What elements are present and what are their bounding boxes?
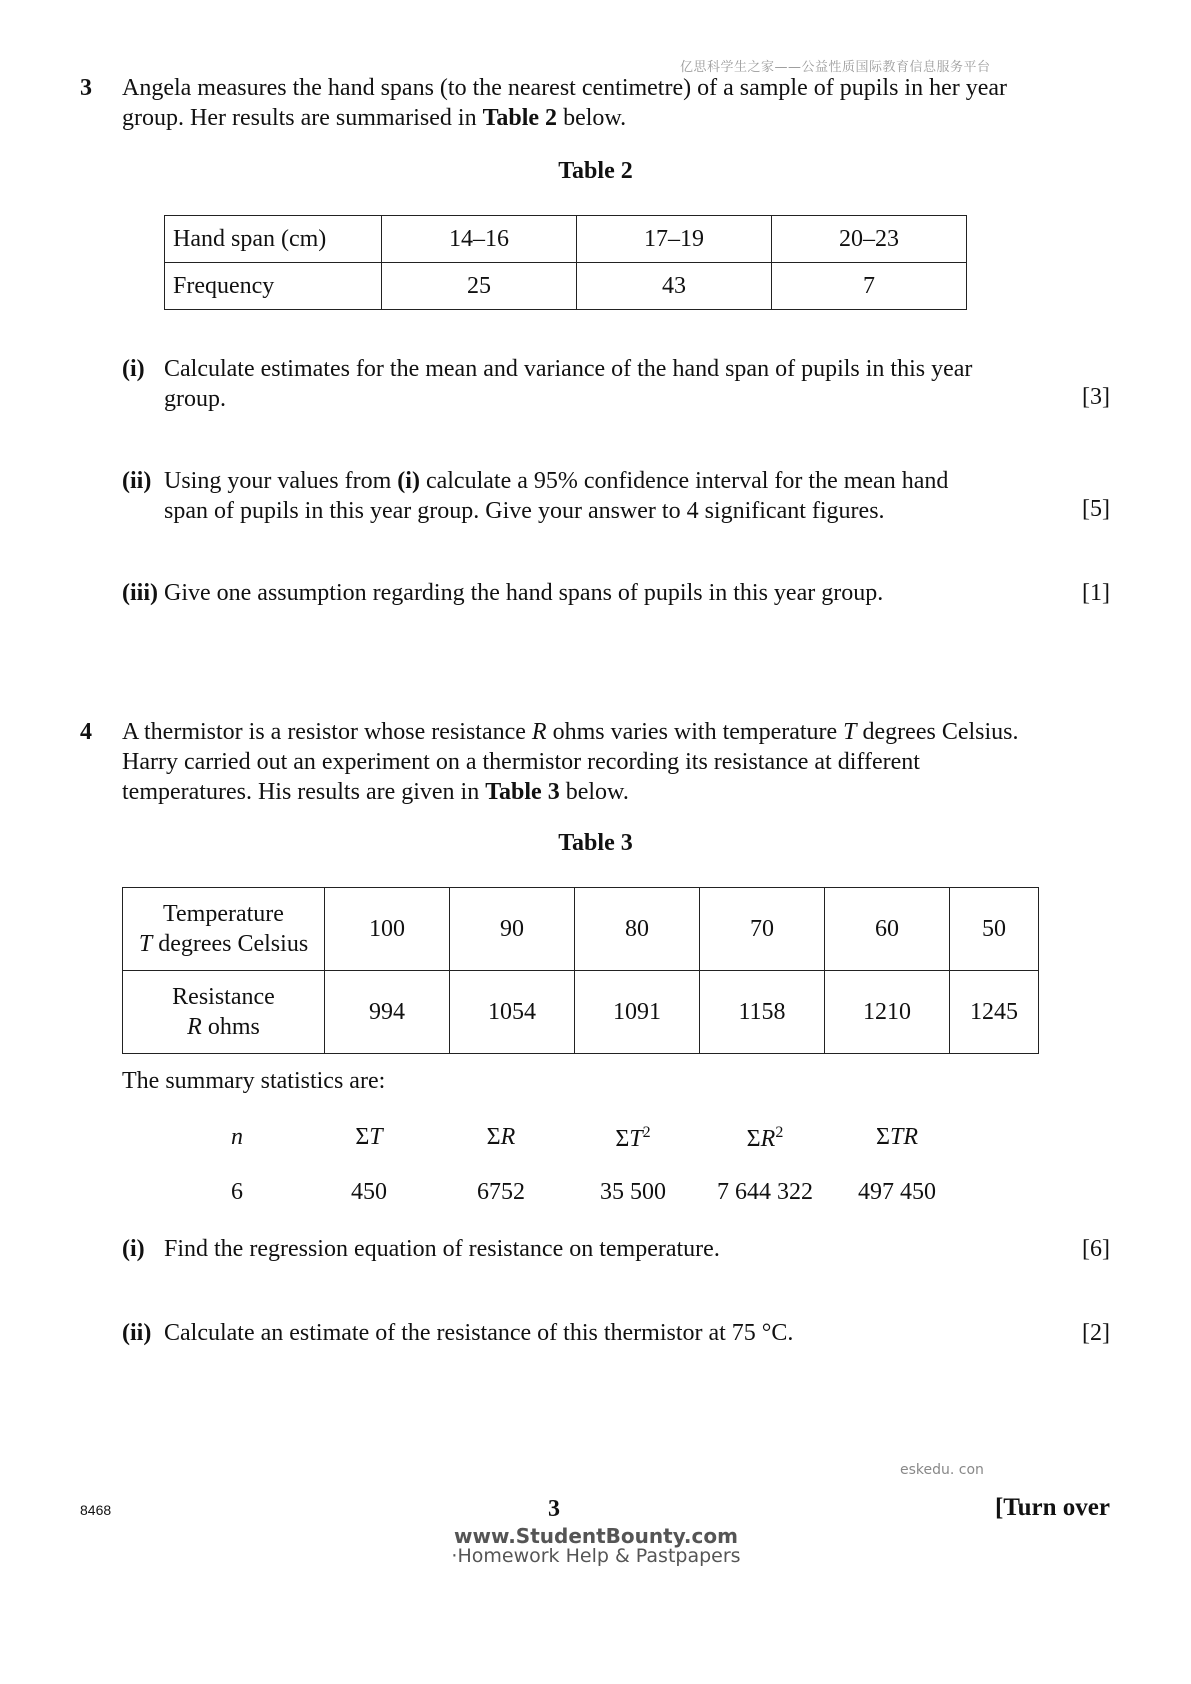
studentbounty-link[interactable]: www.StudentBounty.com [454,1524,738,1548]
table-cell: Frequency [165,263,382,310]
table-cell: 80 [575,888,700,971]
question-3-intro [122,73,1082,133]
q3-part-ii-text-a: Using your values from [164,468,398,494]
q3-part-i-text [164,354,994,414]
summary-value-sum-r2: 7 644 322 [717,1179,813,1205]
table-row-label [123,888,325,971]
row-label-line: Temperature [163,901,284,927]
q3-part-i-line2: group. [164,386,226,412]
q4-intro-line1 [122,717,1082,747]
table-2-row-frequency [165,263,967,310]
q3-part-iii-label: (iii) [122,580,158,606]
summary-header-sum-t [299,1124,439,1151]
q3-intro-text: group. Her results are summarised in [122,105,483,131]
table-row-label [123,971,325,1054]
summary-value-n: 6 [231,1179,243,1205]
table-cell: 7 [772,263,967,310]
q3-part-ii-line2: span of pupils in this year group. Give your answer to 4 significant figures. [164,498,885,524]
summary-value-sum-r: 6752 [477,1179,525,1205]
summary-variable: R [500,1124,516,1150]
table-cell: 90 [450,888,575,971]
table-cell: 100 [325,888,450,971]
q4-part-i-text: Find the regression equation of resistance on temperature. [164,1236,720,1262]
paper-code: 8468 [80,1502,112,1518]
summary-value-sum-t2: 35 500 [600,1179,666,1205]
table-cell: 1158 [700,971,825,1054]
q3-table-ref: Table 2 [482,105,558,131]
table-2-title: Table 2 [558,158,633,184]
table-cell: 17–19 [577,216,772,263]
table-cell: 50 [950,888,1039,971]
summary-intro: The summary statistics are: [122,1068,386,1094]
q4-intro-text-c: degrees Celsius. [856,719,1019,745]
q4-intro-line3 [122,777,1082,807]
q3-intro-line2 [122,103,1082,133]
table-cell: 60 [825,888,950,971]
table-3 [122,887,1039,1054]
table-cell: 25 [382,263,577,310]
sigma-symbol: Σ [486,1124,501,1150]
eskedu-watermark: eskedu. con [900,1462,984,1478]
q4-symbol-t: T [843,719,857,745]
q4-part-ii-label: (ii) [122,1320,152,1346]
question-4-number: 4 [80,719,92,745]
turn-over: [Turn over [994,1494,1110,1521]
q4-intro-text-e: below. [559,779,629,805]
q4-part-ii-marks: [2] [1082,1320,1110,1346]
summary-exponent: 2 [642,1124,651,1141]
q3-part-ii-ref: (i) [397,468,420,494]
q4-table-ref: Table 3 [485,779,560,805]
table-cell: 1245 [950,971,1039,1054]
q4-part-i-marks: [6] [1082,1236,1110,1262]
table-cell: 994 [325,971,450,1054]
q4-part-i-label: (i) [122,1236,145,1262]
question-3-number: 3 [80,75,92,101]
summary-exponent: 2 [775,1124,784,1141]
q3-part-ii-label: (ii) [122,468,152,494]
q3-intro-text-end: below. [557,105,627,131]
table-2-row-handspan [165,216,967,263]
summary-variable: R [760,1126,776,1152]
summary-variable: TR [889,1124,918,1150]
table-cell: 14–16 [382,216,577,263]
studentbounty-tagline: ·Homework Help & Pastpapers [451,1545,741,1567]
table-cell: 1210 [825,971,950,1054]
sigma-symbol: Σ [746,1126,761,1152]
q3-part-ii-text [164,466,994,526]
row-label-unit: ohms [201,1014,260,1040]
header-watermark: 亿思科学生之家——公益性质国际教育信息服务平台 [680,60,991,75]
q3-part-iii-text: Give one assumption regarding the hand spans of pupils in this year group. [164,580,884,606]
sigma-symbol: Σ [355,1124,370,1150]
table-cell: Hand span (cm) [165,216,382,263]
q4-intro-text-b: ohms varies with temperature [546,719,844,745]
q3-part-ii-line1 [164,466,994,496]
summary-header-sum-r [431,1124,571,1151]
summary-variable: T [369,1124,383,1150]
table-3-row-resistance [123,971,1039,1054]
q3-part-i-line1: Calculate estimates for the mean and variance of the hand span of pupils in this year [164,356,973,382]
q4-intro-text-d: temperatures. His results are given in [122,779,486,805]
summary-value-sum-tr: 497 450 [858,1179,936,1205]
row-label-symbol: R [187,1014,202,1040]
row-label-line [124,1012,323,1042]
table-cell: 1091 [575,971,700,1054]
table-cell: 20–23 [772,216,967,263]
q3-intro-line1: Angela measures the hand spans (to the nearest centimetre) of a sample of pupils in her year [122,75,1008,101]
summary-header-sum-tr [827,1124,967,1151]
table-cell: 1054 [450,971,575,1054]
table-3-row-temperature [123,888,1039,971]
summary-header-sum-r2 [695,1124,835,1153]
q3-part-iii-marks: [1] [1082,580,1110,606]
row-label-line [124,929,323,959]
q3-part-i-label: (i) [122,356,145,382]
summary-variable: T [629,1126,643,1152]
table-cell: 43 [577,263,772,310]
q3-part-ii-marks: [5] [1082,496,1110,522]
q4-intro-text-a: A thermistor is a resistor whose resistance [122,719,532,745]
q3-part-i-marks: [3] [1082,384,1110,410]
question-4-intro [122,717,1082,807]
row-label-symbol: T [138,931,153,957]
q4-symbol-r: R [531,719,547,745]
row-label-unit: degrees Celsius [152,931,309,957]
sigma-symbol: Σ [615,1126,630,1152]
table-3-title: Table 3 [558,830,633,856]
row-label-line: Resistance [172,984,275,1010]
page-number: 3 [548,1496,560,1522]
summary-symbol: n [231,1124,243,1150]
q4-intro-line2: Harry carried out an experiment on a thermistor recording its resistance at different [122,749,920,775]
summary-value-sum-t: 450 [351,1179,387,1205]
table-2 [164,215,967,310]
summary-header-n [167,1124,307,1151]
table-cell: 70 [700,888,825,971]
summary-header-sum-t2 [563,1124,703,1153]
sigma-symbol: Σ [876,1124,890,1150]
q4-part-ii-text: Calculate an estimate of the resistance of this thermistor at 75 °C. [164,1320,794,1346]
q3-part-ii-text-b: calculate a 95% confidence interval for the mean hand [419,468,949,494]
